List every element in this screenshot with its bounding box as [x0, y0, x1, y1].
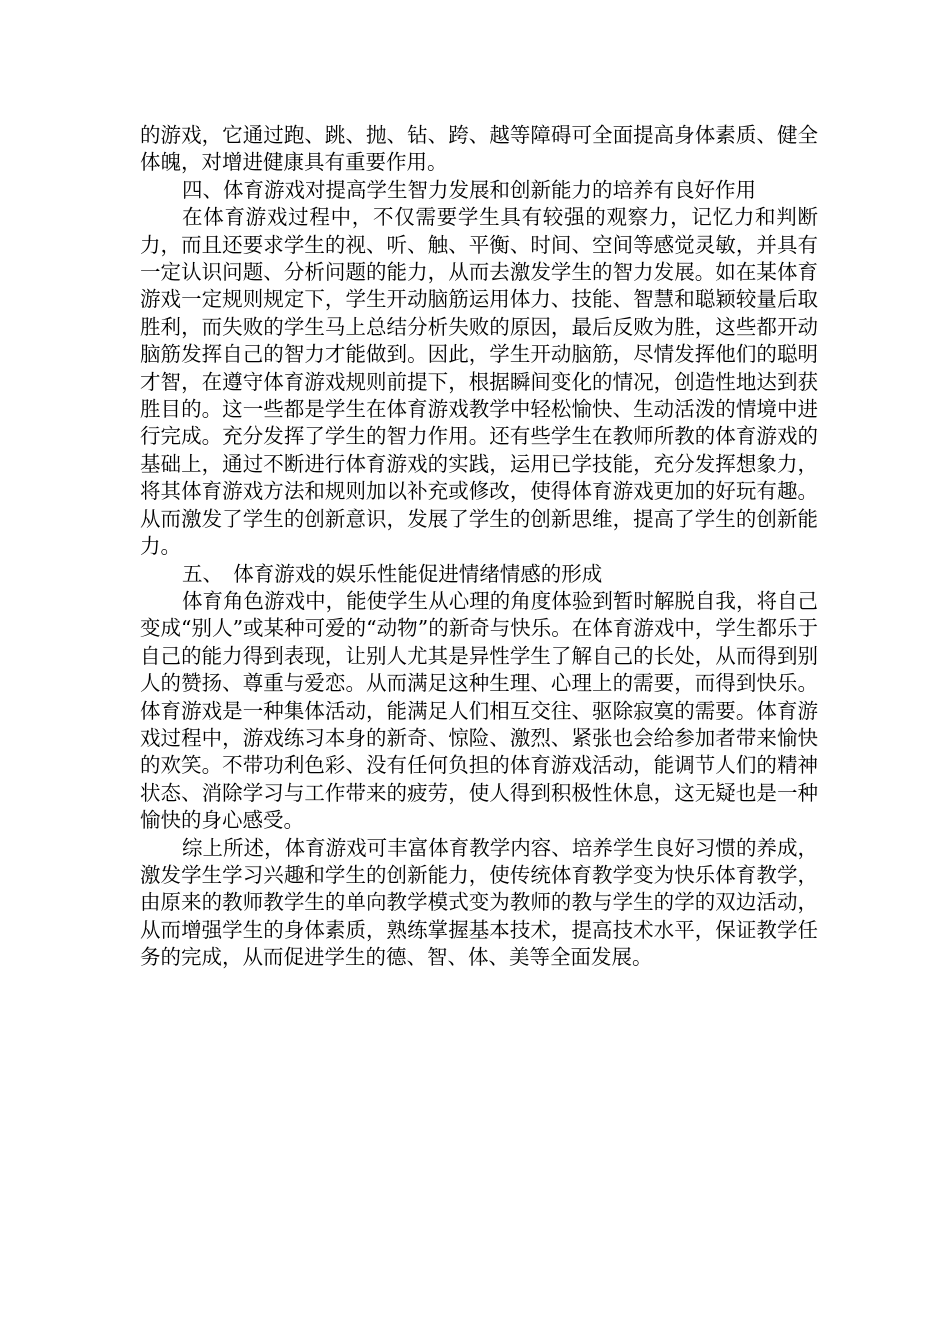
paragraph-conclusion: 综上所述，体育游戏可丰富体育教学内容、培养学生良好习惯的养成，激发学生学习兴趣和学生的创新能力，使传统体育教学变为快乐体育教学，由原来的教师教学生的单向教学模式变为教师的教与学生的学的双边活动，从而增强学生的身体素质，熟练掌握基本技术，提高技术水平，保证教学任务的完成，从而促进学生的德、智、体、美等全面发展。 [140, 835, 818, 970]
section-heading-four: 四、体育游戏对提高学生智力发展和创新能力的培养有良好作用 [182, 177, 756, 202]
document-page [140, 122, 818, 972]
section-heading-five: 五、 体育游戏的娱乐性能促进情绪情感的形成 [182, 561, 603, 586]
paragraph-intelligence: 在体育游戏过程中，不仅需要学生具有较强的观察力，记忆力和判断力，而且还要求学生的视、听、触、平衡、时间、空间等感觉灵敏，并具有一定认识问题、分析问题的能力，从而去激发学生的智力发展。如在某体育游戏一定规则规定下，学生开动脑筋运用体力、技能、智慧和聪颖较量后取胜利，而失败的学生马上总结分析失败的原因，最后反败为胜，这些都开动脑筋发挥自己的智力才能做到。因此，学生开动脑筋，尽情发挥他们的聪明才智，在遵守体育游戏规则前提下，根据瞬间变化的情况，创造性地达到获胜目的。这一些都是学生在体育游戏教学中轻松愉快、生动活泼的情境中进行完成。充分发挥了学生的智力作用。还有些学生在教师所教的体育游戏的基础上，通过不断进行体育游戏的实践，运用已学技能，充分发挥想象力，将其体育游戏方法和规则加以补充或修改，使得体育游戏更加的好玩有趣。从而激发了学生的创新意识，发展了学生的创新思维，提高了学生的创新能力。 [140, 205, 818, 559]
paragraph-emotion: 体育角色游戏中，能使学生从心理的角度体验到暂时解脱自我，将自己变成“别人”或某种可爱的“动物”的新奇与快乐。在体育游戏中，学生都乐于自己的能力得到表现，让别人尤其是异性学生了解自己的长处，从而得到别人的赞扬、尊重与爱恋。从而满足这种生理、心理上的需要，而得到快乐。体育游戏是一种集体活动，能满足人们相互交往、驱除寂寞的需要。体育游戏过程中，游戏练习本身的新奇、惊险、激烈、紧张也会给参加者带来愉快的欢笑。不带功利色彩、没有任何负担的体育游戏活动，能调节人们的精神状态、消除学习与工作带来的疲劳，使人得到积极性休息，这无疑也是一种愉快的身心感受。 [140, 588, 818, 833]
paragraph-continuation: 的游戏，它通过跑、跳、抛、钻、跨、越等障碍可全面提高身体素质、健全体魄，对增进健康具有重要作用。 [140, 123, 818, 175]
